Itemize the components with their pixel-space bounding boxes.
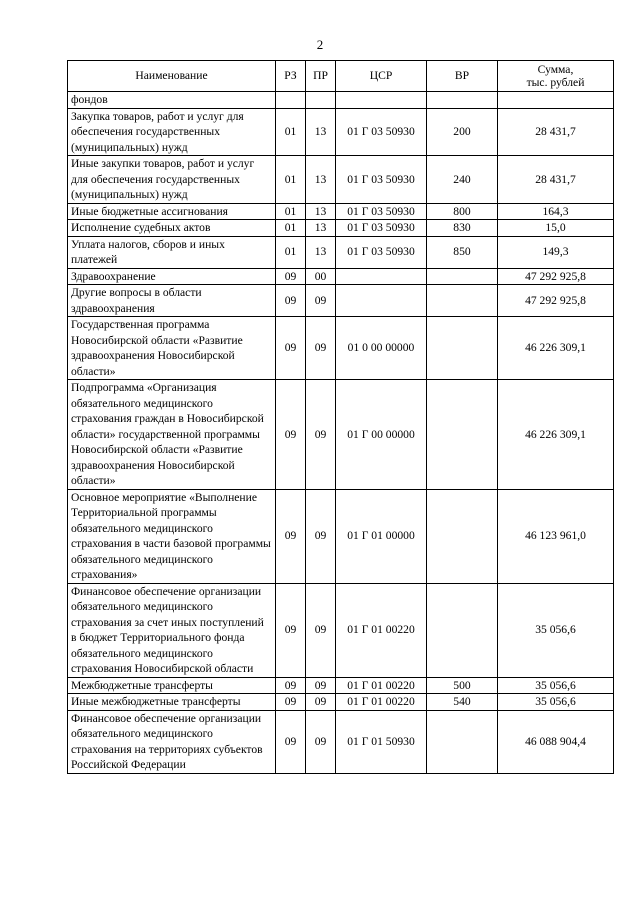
row-csr: 01 Г 01 00000 — [336, 489, 427, 583]
row-sum — [498, 92, 614, 109]
row-rz: 09 — [276, 268, 306, 285]
row-pr: 13 — [306, 236, 336, 268]
table-row — [68, 285, 614, 317]
row-sum: 46 226 309,1 — [498, 380, 614, 490]
row-vr: 540 — [427, 694, 498, 711]
row-vr — [427, 489, 498, 583]
row-rz: 09 — [276, 583, 306, 677]
row-pr: 09 — [306, 677, 336, 694]
row-name: Иные межбюджетные трансферты — [68, 694, 276, 711]
table-row — [68, 268, 614, 285]
row-csr: 01 Г 03 50930 — [336, 236, 427, 268]
row-csr: 01 Г 01 00220 — [336, 677, 427, 694]
row-csr: 01 Г 00 00000 — [336, 380, 427, 490]
row-rz: 09 — [276, 380, 306, 490]
row-vr — [427, 583, 498, 677]
row-pr: 13 — [306, 108, 336, 156]
header-name: Наименование — [68, 61, 276, 92]
row-sum: 46 226 309,1 — [498, 317, 614, 380]
row-name: Исполнение судебных актов — [68, 220, 276, 237]
header-rz: РЗ — [276, 61, 306, 92]
row-rz: 09 — [276, 694, 306, 711]
table-row — [68, 156, 614, 204]
budget-table — [67, 60, 614, 774]
header-sum: Сумма, тыс. рублей — [498, 61, 614, 92]
row-csr: 01 0 00 00000 — [336, 317, 427, 380]
table-body — [68, 92, 614, 774]
row-sum: 15,0 — [498, 220, 614, 237]
table-row — [68, 236, 614, 268]
row-vr: 830 — [427, 220, 498, 237]
row-name: фондов — [68, 92, 276, 109]
row-vr — [427, 92, 498, 109]
row-pr — [306, 92, 336, 109]
row-rz: 09 — [276, 489, 306, 583]
row-pr: 09 — [306, 489, 336, 583]
row-name: Основное мероприятие «Выполнение Территориальной программы обязательного медицинского страхования в части базовой программы обязательного медицинского страхования» — [68, 489, 276, 583]
row-rz: 09 — [276, 317, 306, 380]
row-name: Закупка товаров, работ и услуг для обеспечения государственных (муниципальных) нужд — [68, 108, 276, 156]
row-csr: 01 Г 01 50930 — [336, 710, 427, 773]
row-name: Здравоохранение — [68, 268, 276, 285]
row-sum: 46 088 904,4 — [498, 710, 614, 773]
row-name: Межбюджетные трансферты — [68, 677, 276, 694]
row-name: Финансовое обеспечение организации обязательного медицинского страхования на территориях субъектов Российской Федерации — [68, 710, 276, 773]
row-name: Финансовое обеспечение организации обязательного медицинского страхования за счет иных поступлений в бюджет Территориального фонда обязательного медицинского страхования Новосибирской области — [68, 583, 276, 677]
table-row — [68, 489, 614, 583]
row-pr: 09 — [306, 583, 336, 677]
row-sum: 35 056,6 — [498, 694, 614, 711]
table-row — [68, 92, 614, 109]
row-vr: 200 — [427, 108, 498, 156]
header-pr: ПР — [306, 61, 336, 92]
row-rz: 01 — [276, 220, 306, 237]
row-rz: 01 — [276, 236, 306, 268]
row-name: Иные бюджетные ассигнования — [68, 203, 276, 220]
row-csr — [336, 285, 427, 317]
row-sum: 28 431,7 — [498, 108, 614, 156]
row-csr: 01 Г 03 50930 — [336, 220, 427, 237]
header-vr: ВР — [427, 61, 498, 92]
row-csr: 01 Г 01 00220 — [336, 583, 427, 677]
row-vr: 500 — [427, 677, 498, 694]
row-name: Другие вопросы в области здравоохранения — [68, 285, 276, 317]
table-row — [68, 220, 614, 237]
row-rz: 09 — [276, 285, 306, 317]
row-vr: 800 — [427, 203, 498, 220]
row-pr: 13 — [306, 156, 336, 204]
row-sum: 47 292 925,8 — [498, 268, 614, 285]
row-rz: 09 — [276, 710, 306, 773]
row-vr: 240 — [427, 156, 498, 204]
row-rz: 01 — [276, 203, 306, 220]
row-name: Иные закупки товаров, работ и услуг для обеспечения государственных (муниципальных) нужд — [68, 156, 276, 204]
row-pr: 09 — [306, 380, 336, 490]
row-pr: 09 — [306, 710, 336, 773]
table-row — [68, 694, 614, 711]
row-csr: 01 Г 03 50930 — [336, 156, 427, 204]
row-vr: 850 — [427, 236, 498, 268]
header-csr: ЦСР — [336, 61, 427, 92]
row-pr: 09 — [306, 317, 336, 380]
row-csr: 01 Г 03 50930 — [336, 203, 427, 220]
row-sum: 35 056,6 — [498, 583, 614, 677]
table-row — [68, 317, 614, 380]
row-csr — [336, 92, 427, 109]
table-row — [68, 677, 614, 694]
table-row — [68, 710, 614, 773]
row-rz: 01 — [276, 108, 306, 156]
page-number: 2 — [316, 37, 324, 52]
row-pr: 09 — [306, 694, 336, 711]
table-row — [68, 380, 614, 490]
row-rz: 01 — [276, 156, 306, 204]
row-csr — [336, 268, 427, 285]
row-vr — [427, 380, 498, 490]
row-name: Уплата налогов, сборов и иных платежей — [68, 236, 276, 268]
row-rz — [276, 92, 306, 109]
table-row — [68, 108, 614, 156]
row-pr: 09 — [306, 285, 336, 317]
row-vr — [427, 285, 498, 317]
row-sum: 47 292 925,8 — [498, 285, 614, 317]
row-sum: 149,3 — [498, 236, 614, 268]
row-sum: 28 431,7 — [498, 156, 614, 204]
table-row — [68, 203, 614, 220]
table-header-row — [68, 61, 614, 92]
row-sum: 46 123 961,0 — [498, 489, 614, 583]
row-rz: 09 — [276, 677, 306, 694]
row-vr — [427, 317, 498, 380]
row-vr — [427, 268, 498, 285]
row-vr — [427, 710, 498, 773]
row-sum: 35 056,6 — [498, 677, 614, 694]
table-row — [68, 583, 614, 677]
row-pr: 00 — [306, 268, 336, 285]
row-name: Государственная программа Новосибирской области «Развитие здравоохранения Новосибирской области» — [68, 317, 276, 380]
row-sum: 164,3 — [498, 203, 614, 220]
row-pr: 13 — [306, 220, 336, 237]
row-name: Подпрограмма «Организация обязательного медицинского страхования граждан в Новосибирской области» государственной программы Новосибирской области «Развитие здравоохранения Новосибирской области» — [68, 380, 276, 490]
row-csr: 01 Г 01 00220 — [336, 694, 427, 711]
row-csr: 01 Г 03 50930 — [336, 108, 427, 156]
row-pr: 13 — [306, 203, 336, 220]
